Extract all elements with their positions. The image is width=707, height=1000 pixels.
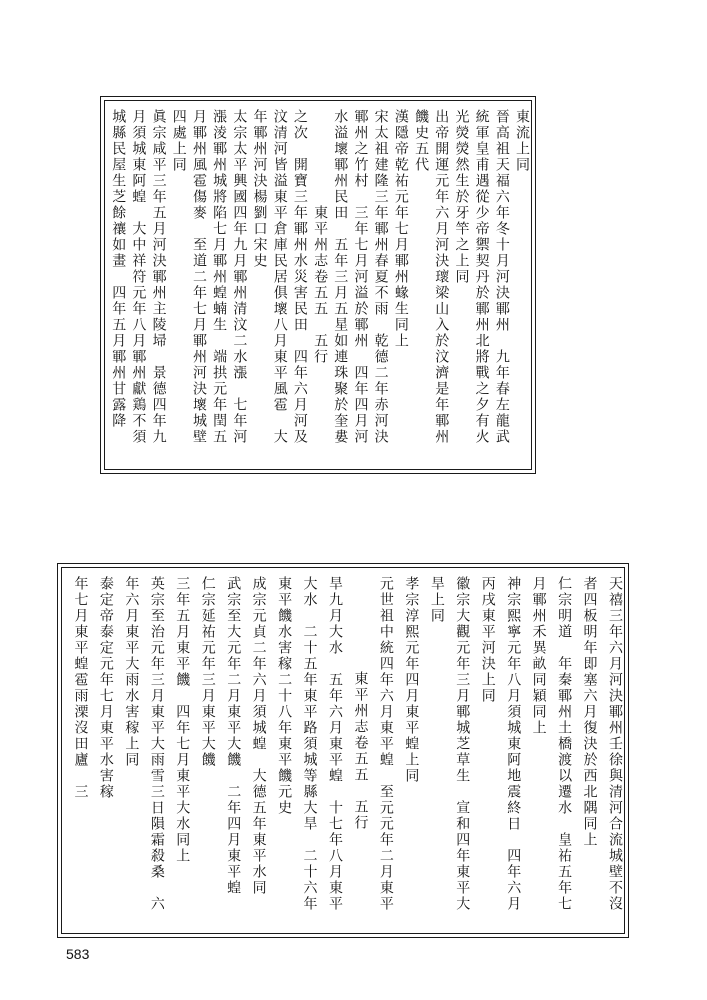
bottom-panel-column-17: 仁宗延祐元年三月東平大饑 [199, 576, 216, 768]
top-panel-column-2: 晉高祖天福六年冬十月河決鄆州 九年春左龍武 [493, 109, 510, 445]
bottom-panel-column-19: 英宗至治元年三月東平大雨雪三日隕霜殺桑 六 [148, 576, 165, 912]
bottom-panel-column-10: 元世祖中統四年六月東平蝗 至元元年二月東平 [377, 576, 394, 912]
top-panel-column-18: 四處上同 [170, 109, 187, 173]
top-panel-column-12: 之次 開寶三年鄆州水災害民田 四年六月河及 [291, 109, 308, 445]
top-text-panel [100, 96, 536, 474]
page-number: 583 [66, 946, 90, 962]
top-inner-border [104, 100, 532, 470]
bottom-panel-column-20: 年六月東平大雨水害稼上同 [123, 576, 140, 768]
bottom-panel-column-22: 年七月東平蝗雹雨溧沒田廬 三 [72, 576, 89, 800]
bottom-text-panel [57, 563, 629, 938]
bottom-panel-column-8: 旱上同 [428, 576, 445, 624]
bottom-panel-column-14: 東平饑水害稼二十八年東平饑元史 [276, 576, 293, 816]
bottom-panel-column-4: 月鄆州禾異畝同穎同上 [530, 576, 547, 736]
bottom-panel-column-3: 仁宗明道 年秦鄆州土橋渡以遷水 皇祐五年七 [556, 576, 573, 912]
top-panel-column-11: 東平州志卷五五 五行 [312, 205, 329, 365]
bottom-panel-column-7: 徽宗大觀元年三月鄆城芝草生 宣和四年東平大 [454, 576, 471, 912]
bottom-panel-column-2: 者四板明年即塞六月復決於西北隅同上 [581, 576, 598, 848]
top-panel-column-7: 漢隱帝乾祐元年七月鄆州蝝生同上 [392, 109, 409, 349]
top-panel-column-4: 光熒熒然生於牙竿之上同 [453, 109, 470, 285]
bottom-panel-column-16: 武宗至大元年二月東平大饑 二年四月東平蝗 [225, 576, 242, 896]
bottom-panel-column-11: 東平州志卷五五 五行 [352, 670, 369, 831]
bottom-panel-column-15: 成宗元貞二年六月須城蝗 大德五年東平水同 [250, 576, 267, 896]
top-panel-column-3: 統軍皇甫遇從少帝禦契丹於鄆州北將戰之夕有火 [473, 109, 490, 445]
bottom-panel-column-9: 孝宗淳熙元年四月東平蝗上同 [403, 576, 420, 784]
top-panel-column-15: 太宗太平興國四年九月鄆州清汶二水漲 七年河 [231, 109, 248, 445]
bottom-panel-column-18: 三年五月東平饑 四年七月東平大水同上 [174, 576, 191, 864]
top-panel-column-1: 東流上同 [514, 109, 530, 173]
top-panel-column-13: 汶清河皆溢東平倉庫民居俱壞八月東平風雹 大 [271, 109, 288, 445]
bottom-panel-column-12: 旱九月大水 五年六月東平蝗 十七年八月東平 [327, 576, 343, 912]
top-panel-column-16: 漲淩鄆州城將陷七月鄆州蝗蝻生 端拱元年閏五 [211, 109, 228, 445]
top-panel-column-6: 饑史五代 [413, 109, 430, 173]
top-panel-column-19: 眞宗咸平三年五月河決鄆州主陵埽 景德四年九 [150, 109, 167, 445]
top-panel-column-10: 水溢壞鄆州民田 五年三月五星如連珠聚於奎婁 [332, 109, 349, 445]
bottom-panel-column-5: 神宗熙寧元年八月須城東阿地震終日 四年六月 [505, 576, 522, 912]
top-panel-column-20: 月須城東阿蝗 大中祥符元年八月鄆州獻鶏不須 [130, 109, 147, 445]
bottom-panel-column-13: 大水 二十五年東平路須城等縣大旱 二十六年 [301, 576, 318, 912]
top-panel-column-14: 年鄆州河決楊劉口宋史 [251, 109, 268, 269]
bottom-panel-column-6: 丙戌東平河決上同 [479, 576, 496, 704]
bottom-inner-border [61, 567, 625, 934]
bottom-panel-column-21: 泰定帝泰定元年七月東平水害稼 [97, 576, 114, 800]
top-panel-column-9: 鄆州之竹村 三年七月河溢於鄆州 四年四月河 [352, 109, 369, 445]
top-panel-column-8: 宋太祖建隆三年鄆州春夏不雨 乾德二年赤河決 [372, 109, 389, 445]
top-panel-column-21: 城縣民屋生芝餘禳如畫 四年五月鄆州甘露降 [110, 109, 127, 429]
bottom-panel-column-1: 天禧三年六月河決鄆州壬徐與清河合流城壁不沒 [607, 576, 623, 912]
top-panel-column-5: 出帝開運元年六月河決瓌梁山入於汶濟是年鄆州 [433, 109, 450, 445]
top-panel-column-17: 月鄆州風雹傷麥 至道二年七月鄆州河決壞城壁 [190, 109, 207, 445]
